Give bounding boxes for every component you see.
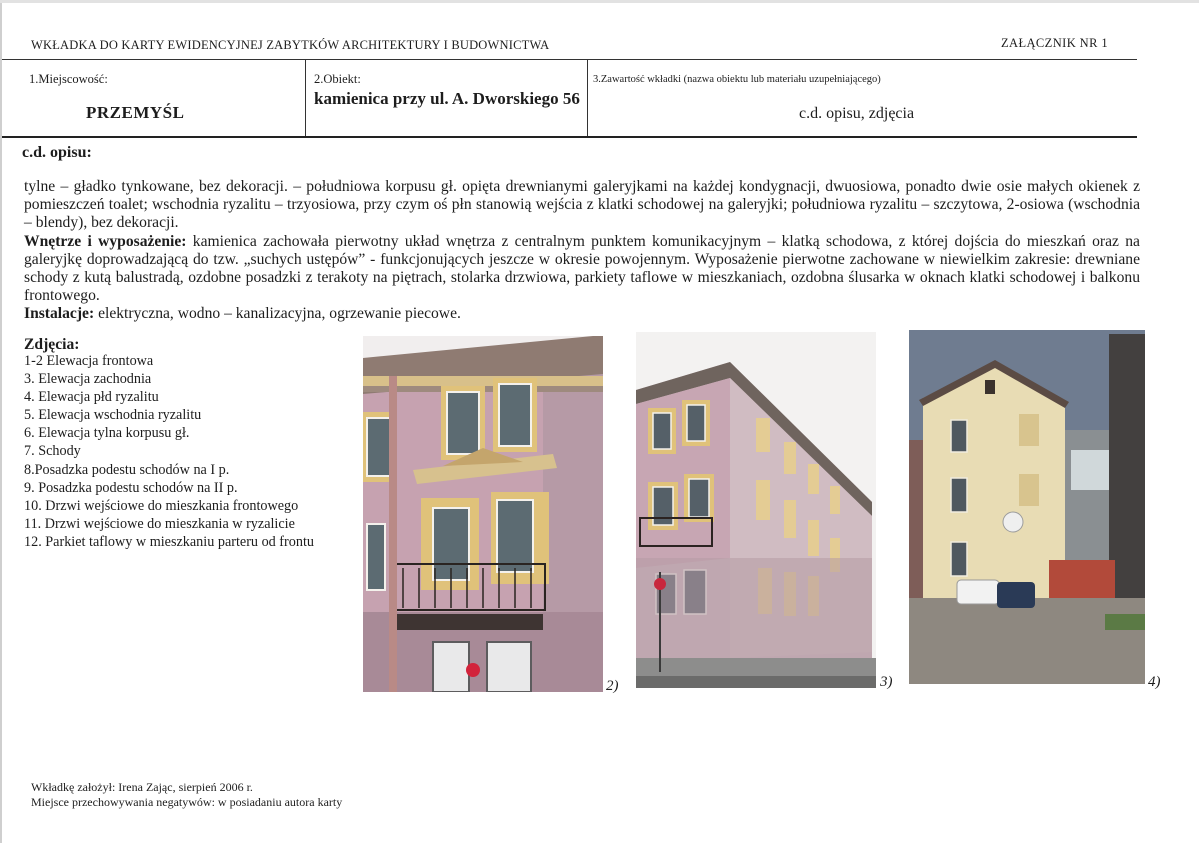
- photo-south-elevation: [909, 330, 1145, 684]
- installations-text: elektryczna, wodno – kanalizacyjna, ogrzewanie piecowe.: [94, 305, 461, 323]
- annex-number: ZAŁĄCZNIK NR 1: [1001, 36, 1108, 50]
- footer-author: Wkładkę założył: Irena Zając, sierpień 2006 r.: [31, 780, 253, 794]
- list-item: 7. Schody: [24, 443, 81, 460]
- photos-heading: Zdjęcia:: [24, 336, 80, 353]
- interior-label: Wnętrze i wyposażenie:: [24, 232, 187, 250]
- field-place: [2, 60, 306, 136]
- photo-number: 2): [606, 678, 619, 694]
- content-value: c.d. opisu, zdjęcia: [799, 105, 915, 122]
- list-item: 11. Drzwi wejściowe do mieszkania w ryzalicie: [24, 515, 295, 532]
- list-item: 12. Parkiet taflowy w mieszkaniu parteru od frontu: [24, 533, 314, 550]
- list-item: 5. Elewacja wschodnia ryzalitu: [24, 407, 202, 424]
- installations-label: Instalacje:: [24, 305, 95, 323]
- list-item: 4. Elewacja płd ryzalitu: [24, 389, 159, 406]
- description-body: [24, 178, 1140, 324]
- scan-edge-top: [0, 0, 1199, 3]
- place-value: PRZEMYŚL: [86, 103, 185, 122]
- field-object: [305, 60, 588, 136]
- list-item: 8.Posadzka podestu schodów na I p.: [24, 461, 230, 478]
- document-title: WKŁADKA DO KARTY EWIDENCYJNEJ ZABYTKÓW ARCHITEKTURY I BUDOWNICTWA: [31, 38, 550, 52]
- interior-text: kamienica zachowała pierwotny układ wnętrza z centralnym punktem komunikacyjnym – klatką schodowa, z której dojścia do mieszkań oraz na galeryjkę doprowadzającą do tzw. „suchych ustępów” - funkcjonujących jeszcze w okresie powojennym. Wyposażenie pierwotne zachowane w niewielkim zakresie: drewniane schody z kutą balustradą, ozdobne posadzki z terakoty na piętrach, stolarka drzwiowa, parkiety taflowe w mieszkaniach, ozdobna ślusarka w oknach klatki schodowej i balkonu frontowego.: [24, 232, 1140, 305]
- photo-number: 4): [1148, 674, 1161, 690]
- field-content: [587, 60, 1137, 136]
- photo-number: 3): [880, 674, 893, 690]
- description-heading: c.d. opisu:: [22, 144, 92, 161]
- photo-list: [24, 352, 314, 551]
- installations-paragraph: [24, 305, 1140, 323]
- object-value: kamienica przy ul. A. Dworskiego 56: [314, 89, 580, 108]
- place-label: 1.Miejscowość:: [29, 72, 108, 86]
- content-label: 3.Zawartość wkładki (nazwa obiektu lub materiału uzupełniającego): [593, 74, 881, 85]
- list-item: 1-2 Elewacja frontowa: [24, 353, 154, 369]
- object-label: 2.Obiekt:: [314, 72, 361, 86]
- photo-west-facade: [636, 332, 876, 688]
- list-item: 10. Drzwi wejściowe do mieszkania frontowego: [24, 497, 299, 514]
- photo-front-facade: [363, 336, 603, 692]
- footer-negatives: Miejsce przechowywania negatywów: w posiadaniu autora karty: [31, 795, 343, 809]
- list-item: 3. Elewacja zachodnia: [24, 371, 152, 388]
- description-paragraph: tylne – gładko tynkowane, bez dekoracji. – południowa korpusu gł. opięta drewnianymi galeryjkami na każdej kondygnacji, dwuosiowa, ponadto dwie osie małych okienek z pomieszczeń toalet; wschodnia ryzalitu – trzyosiowa, przy czym oś płn stanowią wejścia z klatki schodowej na galeryjki; południowa ryzalitu – szczytowa, 2-osiowa (wschodnia – blendy), bez dekoracji.: [24, 178, 1140, 232]
- interior-paragraph: [24, 233, 1140, 306]
- list-item: 9. Posadzka podestu schodów na II p.: [24, 479, 238, 496]
- header-table: [2, 59, 1137, 138]
- list-item: 6. Elewacja tylna korpusu gł.: [24, 425, 190, 442]
